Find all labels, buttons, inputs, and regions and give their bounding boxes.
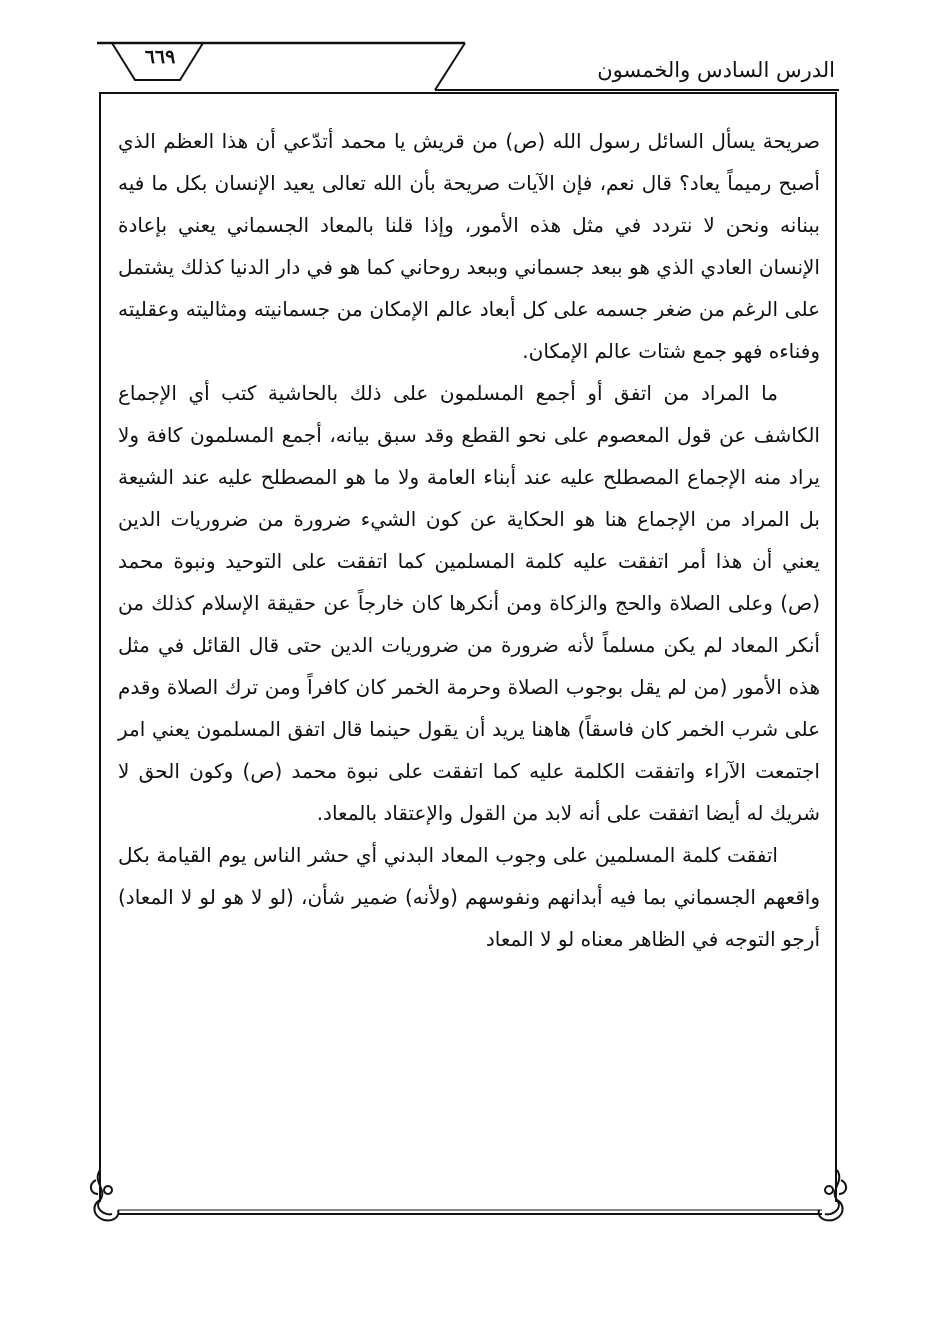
page-number: ٦٦٩	[144, 46, 176, 68]
paragraph-1: صريحة يسأل السائل رسول الله (ص) من قريش يا محمد أتدّعي أن هذا العظم الذي أصبح رميماً يعاد؟ قال نعم، فإن الآيات صريحة بأن الله تعالى يعيد الإنسان بكل ما فيه ببنانه ونحن لا نتردد في مثل هذه الأمور، وإذا قلنا بالمعاد الجسماني يعني بإعادة الإنسان العادي الذي هو ببعد جسماني وببعد روحاني كما هو في دار الدنيا كذلك يشتمل على الرغم من ضغر جسمه على كل أبعاد عالم الإمكان من جسمانيته ومثاليته وعقليته وفناءه فهو جمع شتات عالم الإمكان.	[118, 129, 820, 363]
paragraph-3: اتفقت كلمة المسلمين على وجوب المعاد البدني أي حشر الناس يوم القيامة بكل واقعهم الجسماني بما فيه أبدانهم ونفوسهم (ولأنه) ضمير شأن، (لو لا هو لو لا المعاد) أرجو التوجه في الظاهر معناه لو لا المعاد	[118, 843, 820, 951]
bottom-border-ornament	[0, 1160, 939, 1230]
paragraph-2: ما المراد من اتفق أو أجمع المسلمون على ذلك بالحاشية كتب أي الإجماع الكاشف عن قول المعصوم على نحو القطع وقد سبق بيانه، أجمع المسلمون كافة ولا يراد منه الإجماع المصطلح عليه عند أبناء العامة ولا ما هو المصطلح عليه عند الشيعة بل المراد من الإجماع هنا هو الحكاية عن كون الشيء ضرورة من ضروريات الدين يعني أن هذا أمر اتفقت عليه كلمة المسلمين كما اتفقت على التوحيد ونبوة محمد (ص) وعلى الصلاة والحج والزكاة ومن أنكرها كان خارجاً عن حقيقة الإسلام كذلك من أنكر المعاد لم يكن مسلماً لأنه ضرورة من ضروريات الدين حتى قال القائل في مثل هذه الأمور (من لم يقل بوجوب الصلاة وحرمة الخمر كان كافراً ومن ترك الصلاة وقدم على شرب الخمر كان فاسقاً) هاهنا يريد أن يقول حينما قال اتفق المسلمون يعني امر اجتمعت الآراء واتفقت الكلمة عليه كما اتفقت على نبوة محمد (ص) وكون الحق لا شريك له أيضا اتفقت على أنه لابد من القول والإعتقاد بالمعاد.	[118, 381, 820, 825]
chapter-title: الدرس السادس والخمسون	[597, 58, 835, 82]
right-scroll-ornament	[819, 1170, 846, 1220]
left-scroll-ornament	[91, 1170, 118, 1220]
body-text	[118, 120, 820, 960]
